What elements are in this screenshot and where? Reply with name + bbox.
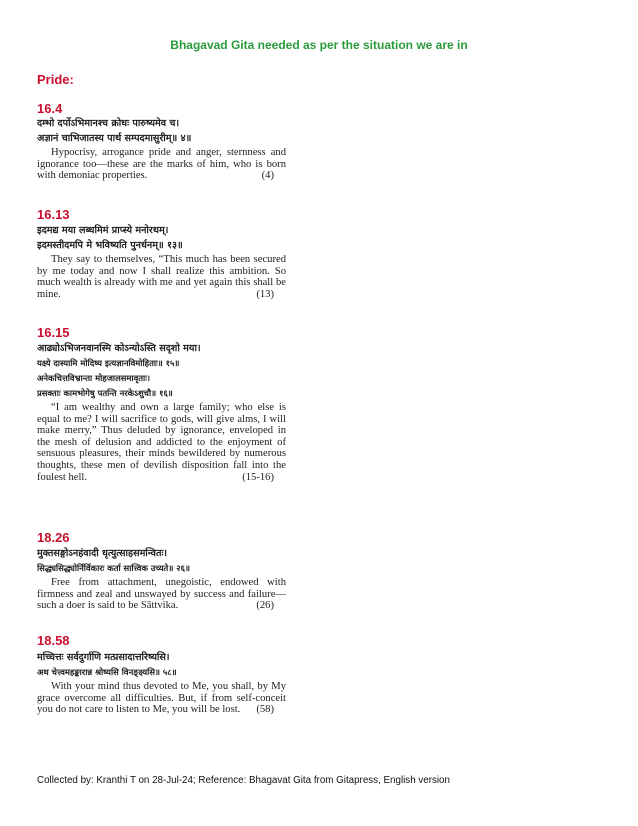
translation-text: Free from attachment, unegoistic, endowed with firmness and zeal and unswayed by success and failure—such a doer is said to be Sāttvika.	[37, 577, 286, 612]
verse-number: (58)	[256, 704, 274, 716]
verse-block-16-4	[37, 116, 286, 182]
english-translation	[37, 577, 286, 612]
translation-text: “I am wealthy and own a large family; who else is equal to me? I will sacrifice to gods, will give alms, I will make merry,” Thus deluded by ignorance, enveloped in the mesh of delusion and addicted to the enjoyment of sensuous pleasures, their minds bewildered by numerous thoughts, these men of devilish disposition fall into the foulest hell.	[37, 402, 286, 483]
sanskrit-line: मच्चित्तः सर्वदुर्गाणि मत्प्रसादात्तरिष्यसि।	[37, 652, 170, 663]
verse-label-16-4: 16.4	[37, 101, 63, 116]
verse-number: (15-16)	[242, 471, 274, 483]
verse-label-18-26: 18.26	[37, 530, 70, 545]
verse-label-16-15: 16.15	[37, 325, 70, 340]
section-heading: Pride:	[37, 72, 74, 87]
verse-label-18-58: 18.58	[37, 633, 70, 648]
verse-block-16-13	[37, 223, 286, 300]
sanskrit-line: अज्ञानं चाभिजातस्य पार्थ सम्पदमासुरीम्॥ ४॥	[37, 133, 192, 144]
verse-block-18-58	[37, 650, 286, 716]
sanskrit-line: इदमस्तीदमपि मे भविष्यति पुनर्धनम्॥ १३॥	[37, 240, 183, 251]
sanskrit-line: अनेकचित्तविभ्रान्ता मोहजालसमावृताः।	[37, 373, 151, 383]
verse-number: (4)	[261, 170, 274, 182]
english-translation	[37, 147, 286, 182]
verse-block-18-26	[37, 546, 286, 612]
translation-text: They say to themselves, “This much has been secured by me today and now I shall realize this ambition. So much wealth is already with me and yet again this shall be mine.	[37, 254, 286, 300]
sanskrit-line: यक्ष्ये दास्यामि मोदिष्य इत्यज्ञानविमोहिताः॥ १५॥	[37, 358, 180, 368]
english-translation	[37, 254, 286, 300]
sanskrit-line: इदमद्य मया लब्धमिमं प्राप्स्ये मनोरथम्।	[37, 225, 169, 236]
verse-label-16-13: 16.13	[37, 207, 70, 222]
translation-text: Hypocrisy, arrogance pride and anger, sternness and ignorance too—these are the marks of him, who is born with demoniac properties.	[37, 147, 286, 182]
sanskrit-line: मुक्तसङ्गोऽनहंवादी धृत्युत्साहसमन्वितः।	[37, 548, 168, 559]
sanskrit-line: सिद्ध्यसिद्ध्योर्निर्विकारः कर्ता सात्त्विक उच्यते॥ २६॥	[37, 563, 190, 573]
document-title: Bhagavad Gita needed as per the situation we are in	[170, 38, 468, 52]
footer-credit: Collected by: Kranthi T on 28-Jul-24; Reference: Bhagavat Gita from Gitapress, English version	[37, 775, 450, 786]
english-translation	[37, 681, 286, 716]
verse-block-16-15	[37, 341, 286, 483]
sanskrit-line: अथ चेत्त्वमहङ्कारान्न श्रोष्यसि विनङ्क्ष्यसि॥ ५८॥	[37, 667, 177, 677]
sanskrit-line: आढ्योऽभिजनवानस्मि कोऽन्योऽस्ति सदृशो मया।	[37, 343, 201, 354]
english-translation	[37, 402, 286, 483]
verse-number: (26)	[256, 600, 274, 612]
sanskrit-line: प्रसक्ताः कामभोगेषु पतन्ति नरकेऽशुचौ॥ १६॥	[37, 388, 173, 398]
sanskrit-line: दम्भो दर्पोऽभिमानश्च क्रोधः पारुष्यमेव च।	[37, 118, 180, 129]
translation-text: With your mind thus devoted to Me, you shall, by My grace overcome all difficulties. But, if from self-conceit you do not care to listen to Me, you will be lost.	[37, 681, 286, 716]
verse-number: (13)	[256, 288, 274, 300]
